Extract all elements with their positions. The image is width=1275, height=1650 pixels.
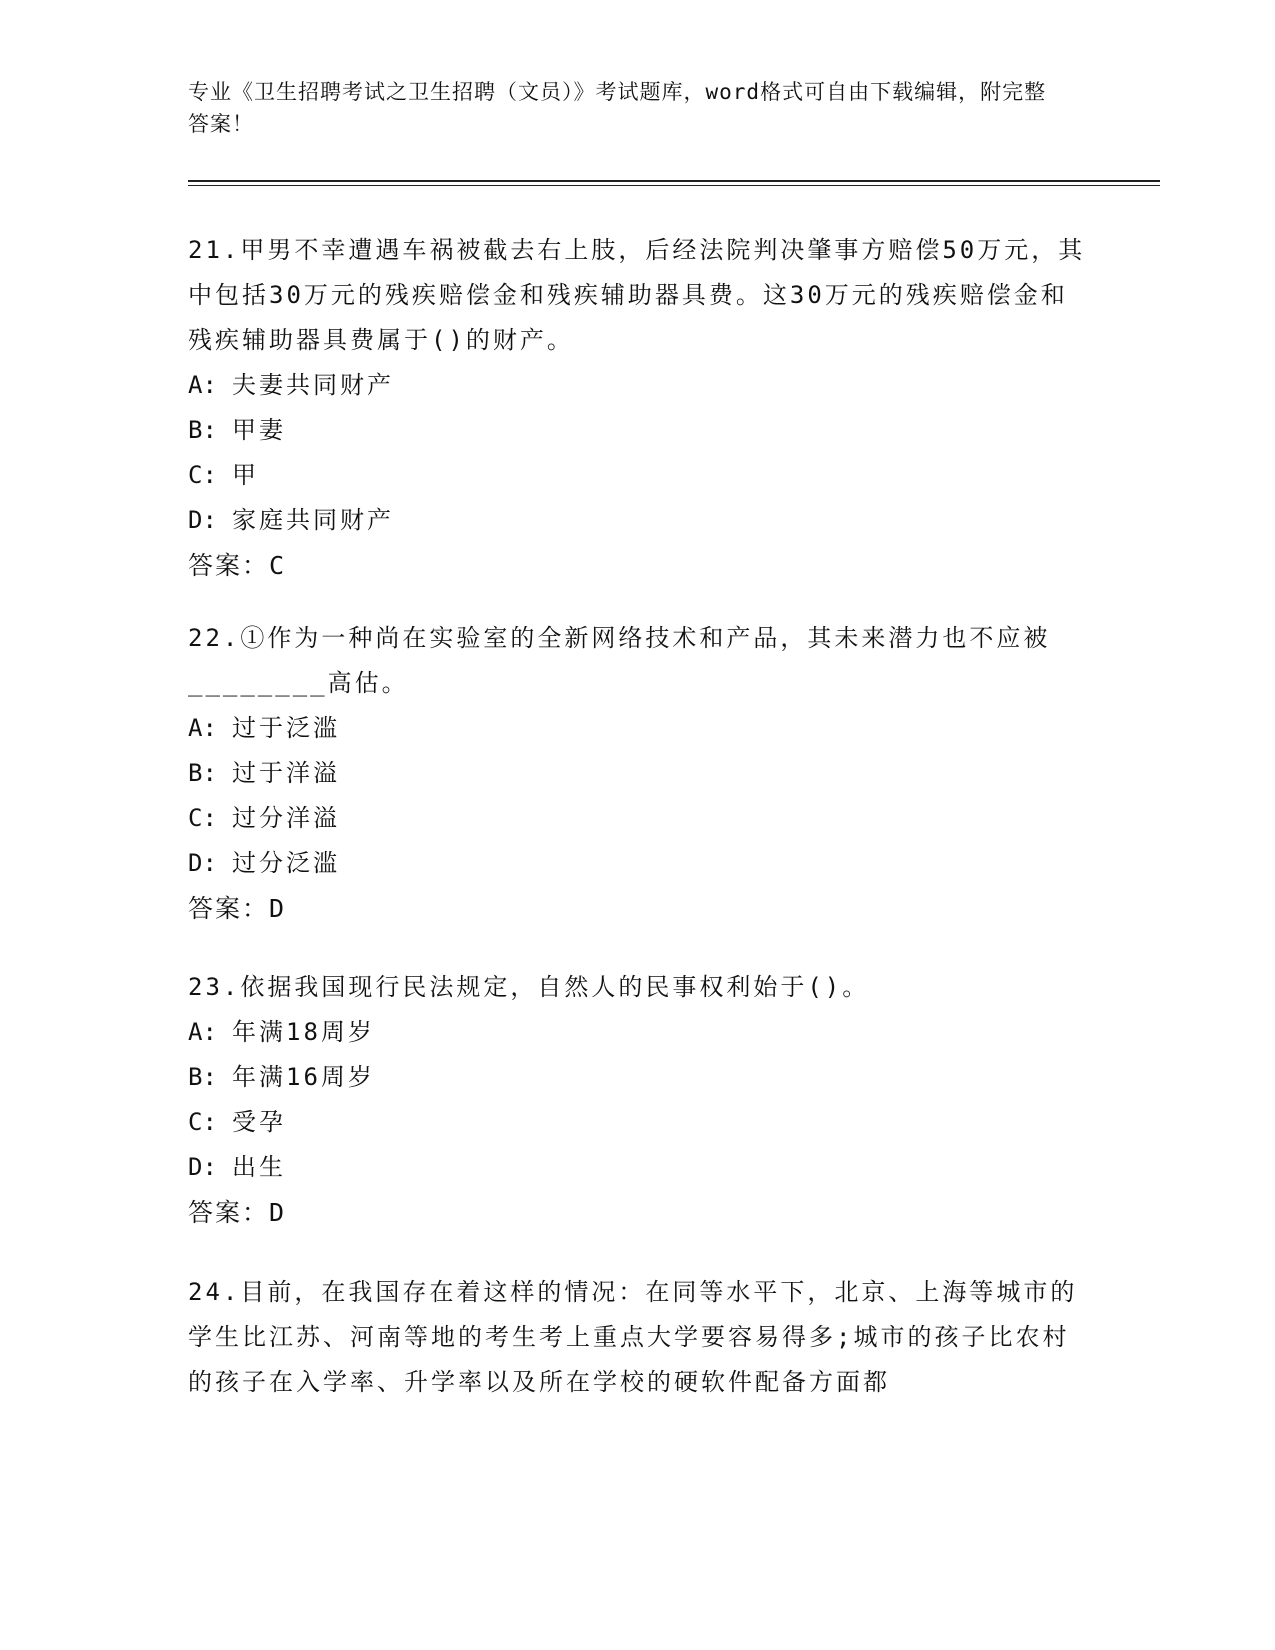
question-23 <box>188 965 1088 1236</box>
answer-value: C <box>269 551 287 580</box>
option-key: D: <box>188 849 217 877</box>
option-key: B: <box>188 416 217 444</box>
option-text: 过于泛滥 <box>232 714 340 742</box>
document-header: 专业《卫生招聘考试之卫生招聘（文员）》考试题库，word格式可自由下载编辑，附完整答案！ <box>188 80 1047 136</box>
option-text: 过分洋溢 <box>232 804 340 832</box>
option-a <box>188 1010 1088 1055</box>
option-text: 过分泛滥 <box>232 849 340 877</box>
option-list <box>188 363 1088 543</box>
question-stem: 24.目前，在我国存在着这样的情况：在同等水平下，北京、上海等城市的学生比江苏、河南等地的考生考上重点大学要容易得多;城市的孩子比农村的孩子在入学率、升学率以及所在学校的硬软件配备方面都 <box>188 1278 1078 1396</box>
option-text: 受孕 <box>232 1108 286 1136</box>
option-text: 过于洋溢 <box>232 759 340 787</box>
question-stem: 21.甲男不幸遭遇车祸被截去右上肢，后经法院判决肇事方赔偿50万元，其中包括30万元的残疾赔偿金和残疾辅助器具费。这30万元的残疾赔偿金和残疾辅助器具费属于()的财产。 <box>188 236 1086 354</box>
option-list <box>188 1010 1088 1190</box>
option-d <box>188 498 1088 543</box>
question-stem: 22.①作为一种尚在实验室的全新网络技术和产品，其未来潜力也不应被________高估。 <box>188 624 1051 697</box>
answer-label: 答案： <box>188 894 270 923</box>
answer-line <box>188 886 1088 932</box>
option-b <box>188 751 1088 796</box>
answer-value: D <box>269 1198 287 1227</box>
option-key: A: <box>188 1018 217 1046</box>
answer-value: D <box>269 894 287 923</box>
answer-label: 答案： <box>188 1198 270 1227</box>
answer-line <box>188 1190 1088 1236</box>
option-text: 甲 <box>232 461 259 489</box>
option-text: 年满16周岁 <box>232 1063 375 1091</box>
question-stem: 23.依据我国现行民法规定，自然人的民事权利始于()。 <box>188 973 870 1001</box>
option-key: C: <box>188 461 217 489</box>
option-text: 出生 <box>232 1153 286 1181</box>
option-a <box>188 706 1088 751</box>
option-text: 年满18周岁 <box>232 1018 375 1046</box>
option-c <box>188 453 1088 498</box>
option-c <box>188 1100 1088 1145</box>
answer-line <box>188 543 1088 589</box>
option-list <box>188 706 1088 886</box>
option-key: A: <box>188 714 217 742</box>
option-c <box>188 796 1088 841</box>
option-text: 家庭共同财产 <box>232 506 394 534</box>
question-21 <box>188 228 1088 589</box>
option-text: 夫妻共同财产 <box>232 371 394 399</box>
option-key: B: <box>188 1063 217 1091</box>
option-key: C: <box>188 1108 217 1136</box>
option-d <box>188 1145 1088 1190</box>
header-divider-thick <box>188 180 1160 182</box>
option-key: A: <box>188 371 217 399</box>
option-b <box>188 408 1088 453</box>
option-key: D: <box>188 506 217 534</box>
option-text: 甲妻 <box>232 416 286 444</box>
option-key: D: <box>188 1153 217 1181</box>
header-divider-thin <box>188 185 1160 186</box>
option-key: C: <box>188 804 217 832</box>
question-24 <box>188 1270 1088 1405</box>
question-22 <box>188 616 1088 932</box>
option-d <box>188 841 1088 886</box>
answer-label: 答案： <box>188 551 270 580</box>
option-key: B: <box>188 759 217 787</box>
option-a <box>188 363 1088 408</box>
option-b <box>188 1055 1088 1100</box>
